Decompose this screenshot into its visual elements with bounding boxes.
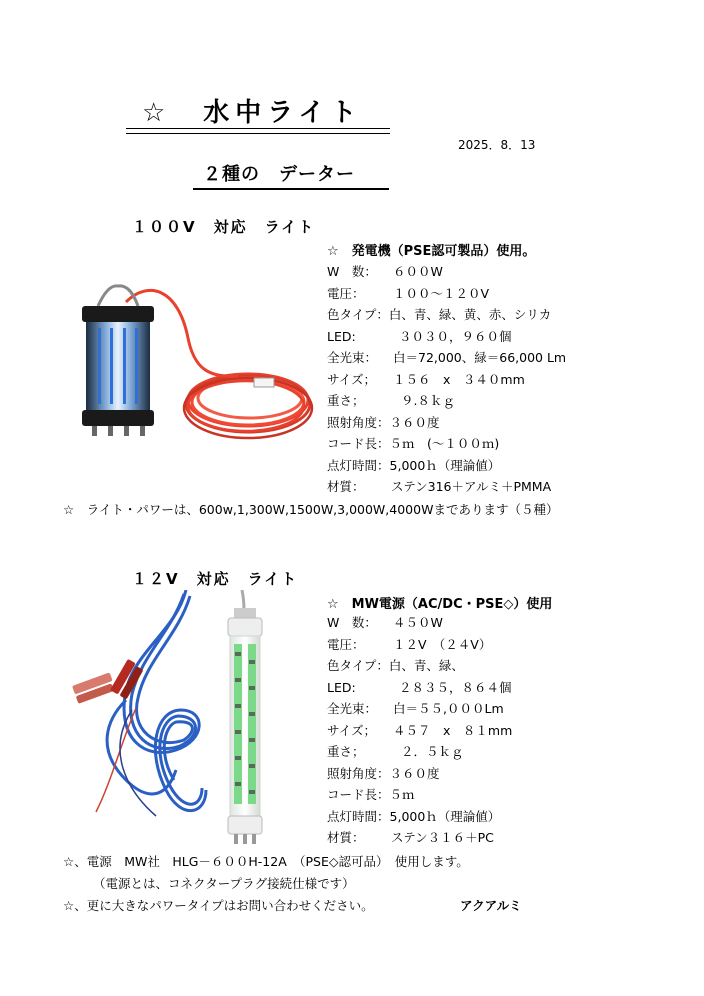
spec-row: [327, 698, 512, 720]
spec-value: ６００W: [393, 264, 443, 279]
spec-label: LED:: [327, 679, 356, 695]
spec-row: [327, 720, 512, 742]
spec-row: [327, 827, 512, 849]
spec-label: 全光束：: [327, 701, 378, 716]
title-underline: [126, 128, 390, 129]
section-100v-note: ☆ ライト・パワーは、600w,1,300W,1500W,3,000W,4000Wまであります（５種）: [63, 502, 559, 517]
spec-label: 点灯時間：: [327, 457, 390, 473]
spec-value: 5,000ｈ（理論値）: [389, 457, 501, 473]
spec-row: [327, 261, 566, 283]
spec-row: [327, 677, 512, 699]
spec-row: [327, 612, 512, 634]
spec-value: ２．５ｋｇ: [401, 744, 464, 759]
section-12v-spec-heading: ☆ MW電源（AC/DC・PSE◇）使用: [327, 597, 553, 612]
spec-label: サイズ；: [327, 722, 377, 738]
spec-label: 電圧：: [327, 636, 365, 652]
section-12v-power-detail: （電源とは、コネクタープラグ接続仕様です）: [93, 876, 355, 891]
spec-label: W 数：: [327, 264, 377, 279]
title-underline-double: [126, 133, 390, 134]
spec-label: 色タイプ：: [327, 658, 389, 673]
spec-row: [327, 455, 566, 477]
spec-value: 白＝72,000、緑＝66,000 Lm: [393, 350, 567, 365]
subtitle-underline: [193, 188, 389, 190]
spec-label: 色タイプ：: [327, 307, 389, 322]
spec-row: [327, 326, 566, 348]
spec-value: 白、青、緑、: [388, 658, 464, 673]
spec-row: [327, 634, 512, 656]
spec-value: ９.８ｋｇ: [401, 393, 455, 408]
spec-value: 白、青、緑、黄、赤、シリカ: [388, 307, 552, 322]
page-title: ☆ 水中ライト: [142, 98, 363, 128]
section-12v-spec-list: [327, 612, 512, 849]
spec-value: ５ｍ: [389, 787, 415, 802]
spec-row: [327, 433, 566, 455]
spec-row: [327, 476, 566, 498]
spec-label: 重さ；: [327, 393, 365, 408]
spec-value: ４５０W: [393, 615, 443, 630]
spec-label: 照射角度：: [327, 765, 390, 781]
spec-label: LED:: [327, 328, 356, 344]
page-subtitle: ２種の データー: [203, 164, 355, 185]
spec-value: ３０３０，９６０個: [399, 328, 512, 344]
document-date: 2025．8．13: [458, 138, 536, 152]
spec-label: コード長：: [327, 436, 390, 451]
spec-label: 点灯時間：: [327, 808, 390, 824]
spec-label: W 数：: [327, 615, 377, 630]
spec-value: ステン316＋アルミ＋PMMA: [391, 479, 552, 494]
spec-row: [327, 283, 566, 305]
photo-12v-light: [66, 590, 306, 846]
spec-row: [327, 304, 566, 326]
spec-value: １００〜１２０V: [393, 285, 490, 301]
spec-row: [327, 412, 566, 434]
spec-value: １２V （２４V）: [393, 636, 492, 652]
section-100v-spec-list: [327, 261, 566, 498]
spec-label: 電圧：: [327, 285, 365, 301]
spec-value: ３６０度: [389, 414, 440, 430]
section-12v-power-note: ☆、電源 MW社 HLG－６００H-12A （PSE◇認可品） 使用します。: [63, 854, 469, 869]
spec-value: ステン３１６＋PC: [391, 830, 494, 845]
brand-name: アクアルミ: [460, 898, 522, 913]
spec-value: ３６０度: [389, 765, 440, 781]
section-100v-title: １００V 対応 ライト: [132, 218, 316, 236]
spec-row: [327, 347, 566, 369]
spec-value: ５ｍ (〜１００ｍ): [389, 436, 500, 451]
spec-row: [327, 806, 512, 828]
spec-row: [327, 369, 566, 391]
spec-label: サイズ；: [327, 371, 377, 387]
spec-row: [327, 763, 512, 785]
spec-label: 重さ；: [327, 744, 365, 759]
spec-label: 材質：: [327, 830, 365, 845]
spec-label: 照射角度：: [327, 414, 390, 430]
spec-value: 5,000ｈ（理論値）: [389, 808, 501, 824]
section-12v-title: １２V 対応 ライト: [132, 570, 299, 588]
photo-100v-light: [68, 278, 318, 454]
spec-value: １５６ x ３４０mm: [393, 371, 525, 387]
spec-value: ２８３５，８６４個: [399, 679, 512, 695]
spec-row: [327, 390, 566, 412]
section-12v-inquiry-note: ☆、更に大きなパワータイプはお問い合わせください。: [63, 898, 374, 913]
spec-label: 材質：: [327, 479, 365, 494]
spec-value: 白＝５５,０００Lm: [393, 701, 504, 716]
spec-row: [327, 741, 512, 763]
spec-row: [327, 784, 512, 806]
section-100v-spec-heading: ☆ 発電機（PSE認可製品）使用。: [327, 244, 536, 259]
spec-row: [327, 655, 512, 677]
spec-value: ４５７ x ８１mm: [393, 722, 513, 738]
spec-label: 全光束：: [327, 350, 378, 365]
spec-label: コード長：: [327, 787, 390, 802]
